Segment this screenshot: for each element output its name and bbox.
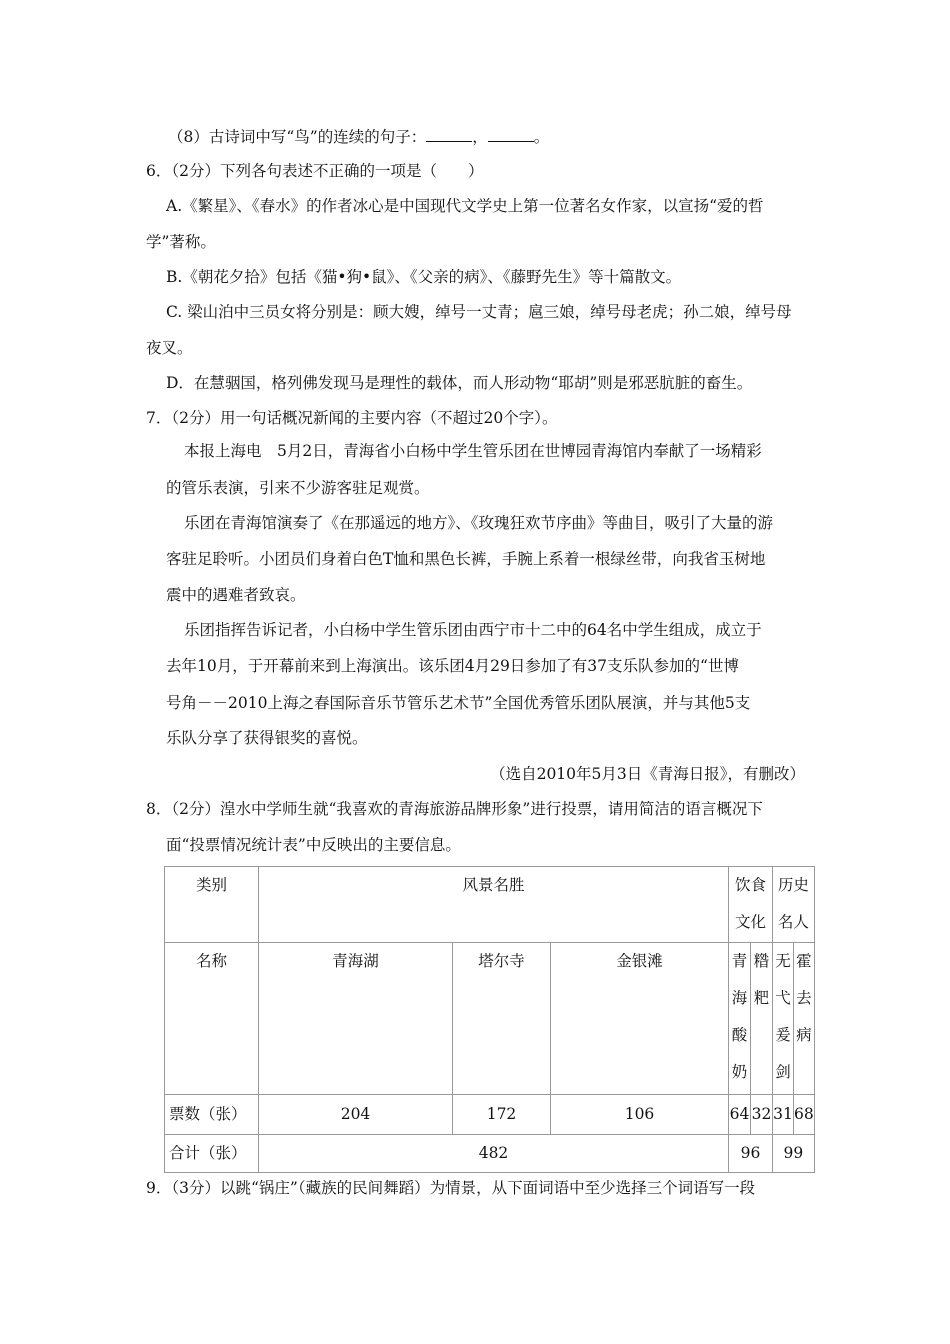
q7-news-p3-line4: 乐队分享了获得银奖的喜悦。 <box>166 729 368 747</box>
votes-taer-temple: 172 <box>453 1095 551 1135</box>
q6-option-c-line1: C. 梁山泊中三员女将分别是：顾大嫂，绰号一丈青；扈三娘，绰号母老虎；孙二娘，绰号母 <box>166 303 792 321</box>
q9-stem: 9．（3分）以跳“锅庄”（藏族的民间舞蹈）为情景，从下面词语中至少选择三个词语写一段 <box>146 1179 756 1197</box>
table-row-totals <box>165 1135 815 1173</box>
q7-news-p1-line2: 的管乐表演，引来不少游客驻足观赏。 <box>166 479 430 497</box>
q6-option-a-line2: 学”著称。 <box>146 233 216 251</box>
votes-qinghai-yogurt: 64 <box>729 1095 751 1135</box>
q5-8-sep: ， <box>472 128 488 146</box>
vote-statistics-table <box>164 866 815 1173</box>
header-votes: 票数（张） <box>165 1095 259 1135</box>
header-name: 名称 <box>165 943 259 1095</box>
table-row-names <box>165 943 815 1095</box>
header-historical-figure: 历史名人 <box>773 867 815 943</box>
q5-8-line <box>168 127 549 147</box>
votes-jinyin-beach: 106 <box>551 1095 729 1135</box>
q7-news-p3-line2: 去年10月，于开幕前来到上海演出。该乐团4月29日参加了有37支乐队参加的“世博 <box>166 657 739 675</box>
header-food-culture: 饮食文化 <box>729 867 773 943</box>
header-total: 合计（张） <box>165 1135 259 1173</box>
name-jinyin-beach: 金银滩 <box>551 943 729 1095</box>
votes-tsampa: 32 <box>751 1095 773 1135</box>
name-tsampa: 糌粑 <box>751 943 773 1095</box>
total-historical-figure: 99 <box>773 1135 815 1173</box>
q6-option-d: D．在慧骃国，格列佛发现马是理性的载体，而人形动物“耶胡”则是邪恶肮脏的畜生。 <box>166 374 753 392</box>
total-food-culture: 96 <box>729 1135 773 1173</box>
q7-news-p2-line3: 震中的遇难者致哀。 <box>166 586 306 604</box>
q6-option-c-line2: 夜叉。 <box>146 339 193 357</box>
name-huo-qubing: 霍去病 <box>794 943 815 1095</box>
answer-blank-1[interactable] <box>426 127 472 142</box>
q5-8-prefix: （8）古诗词中写“鸟”的连续的句子： <box>168 128 427 146</box>
name-qinghai-lake: 青海湖 <box>259 943 453 1095</box>
q7-stem: 7．（2分）用一句话概况新闻的主要内容（不超过20个字）。 <box>146 409 558 427</box>
header-scenery: 风景名胜 <box>259 867 729 943</box>
q6-option-a-line1: A.《繁星》、《春水》的作者冰心是中国现代文学史上第一位著名女作家，以宣扬“爱的哲 <box>166 197 764 215</box>
q7-source-note: （选自2010年5月3日《青海日报》，有删改） <box>490 765 805 783</box>
name-qinghai-yogurt: 青海酸奶 <box>729 943 751 1095</box>
table-row-votes <box>165 1095 815 1135</box>
total-scenery: 482 <box>259 1135 729 1173</box>
q6-stem: 6．（2分）下列各句表述不正确的一项是（ ） <box>146 162 484 180</box>
q5-8-end: 。 <box>533 128 550 146</box>
votes-wuyi-yuanjian: 31 <box>773 1095 794 1135</box>
name-wuyi-yuanjian: 无弋爰剑 <box>773 943 794 1095</box>
q8-stem-line1: 8．（2分）湟水中学师生就“我喜欢的青海旅游品牌形象”进行投票，请用简洁的语言概况下 <box>146 800 763 818</box>
name-taer-temple: 塔尔寺 <box>453 943 551 1095</box>
header-category: 类别 <box>165 867 259 943</box>
q7-news-p2-line1: 乐团在青海馆演奏了《在那遥远的地方》、《玫瑰狂欢节序曲》等曲目，吸引了大量的游 <box>184 514 774 532</box>
q6-option-b: B.《朝花夕拾》包括《猫•狗•鼠》、《父亲的病》、《藤野先生》等十篇散文。 <box>166 268 682 286</box>
table-row-category <box>165 867 815 943</box>
q7-news-p3-line3: 号角－－2010上海之春国际音乐节管乐艺术节”全国优秀管乐团队展演，并与其他5支 <box>166 694 751 712</box>
q7-news-p1-line1: 本报上海电 5月2日，青海省小白杨中学生管乐团在世博园青海馆内奉献了一场精彩 <box>184 442 762 460</box>
votes-qinghai-lake: 204 <box>259 1095 453 1135</box>
answer-blank-2[interactable] <box>488 127 534 142</box>
q7-news-p3-line1: 乐团指挥告诉记者，小白杨中学生管乐团由西宁市十二中的64名中学生组成，成立于 <box>184 621 762 639</box>
votes-huo-qubing: 68 <box>794 1095 815 1135</box>
q8-stem-line2: 面“投票情况统计表”中反映出的主要信息。 <box>166 836 461 854</box>
q7-news-p2-line2: 客驻足聆听。小团员们身着白色T恤和黑色长裤，手腕上系着一根绿丝带，向我省玉树地 <box>166 550 766 568</box>
